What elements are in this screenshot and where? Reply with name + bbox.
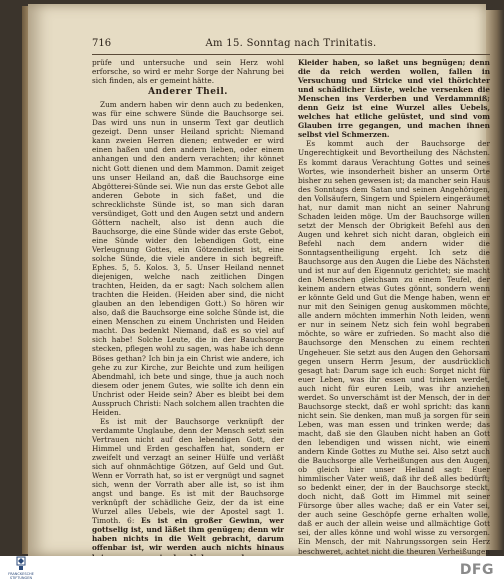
paragraph-text: Es kommt auch der Bauchsorge der Ungerechtigkeit und Bevortheilung des Nächsten. Es kommt daraus Verachtung Gottes und seines Wortes, wie insonderheit bisher an unserm Orte bisher zu sehen gewesen ist; da mancher sein Haus des Sonntags dem Satan und seinen Angehörigen, den Vollsäufern, Singern und Spielern eingeräumet hat, nur damit man nicht an seiner Nahrung Schaden leiden möge. Um der Bauchsorge willen setzt der Mensch der Obrigkeit Befehl aus den Augen und kehret sich nicht daran, obgleich ein Befehl nach dem andern wider die Sonntagsentheiligung ergeht. Ich setz die Bauchsorge aus den Augen die Liebe des Nächsten und ist nur auf den Eigennutz gerichtet; sie macht den Menschen gleichsam zu einem Teufel, der keinem andern etwas Gutes gönnt, sondern wenn er könnte Geld und Gut die Menge haben, wenn er nur mit den Seinigen genug auskommen möchte, alle andern möchten immerhin Noth leiden, wenn er nur in seinem Netz sich fein wohl begraben möchte, so wäre er zufrieden. So macht also die Bauchsorge den Menschen zu einem rechten Ungeheuer. Sie setzt aus den Augen den Gehorsam gegen unsern Herrn Jesum, der ausdrücklich gesagt hat: Darum sage ich euch: Sorget nicht für euer Leben, was ihr essen und trinken werdet, auch nicht für euren Leib, was ihr anziehen werdet. So unverschämt ist der Mensch, der in der Bauchsorge steckt, daß er wohl spricht: das kann nicht sein. Sie denken, man muß ja sorgen für sein Leben, was man essen und trinken werde; das macht, daß sie den Glauben nicht haben an Gott den lebendigen und wissen nicht, wie einem andern Kinde Gottes zu Muthe sei. Also setzt auch die Bauchsorge alle Verheißungen aus den Augen, ob gleich hier unser Heiland sagt: Euer himmlischer Vater weiß, daß ihr deß alles bedürft; so bedenkt einer, der in der Bauchsorge steckt, doch nicht, daß Gott im Himmel mit seiner Fürsorge über alles wache; daß er ein Vater sei, der auch seine Geschöpfe gerne erhalten wolle, daß er auch der allein weise und allmächtige Gott sei, der alles könne und wohl wisse zu versorgen. Ein Mensch, der mit Nahrungssorgen sein Herz beschweret, achtet nicht die theuren Verheißungen — [298, 139, 490, 556]
running-title: Am 15. Sonntag nach Trinitatis. — [205, 38, 377, 49]
paragraph-text: Zum andern haben wir denn auch zu bedenken, was für eine schwere Sünde die Bauchsorge sei. Das wird uns nun in unserm Text gar deutlich gezeigt. Denn unser Heiland spricht: Niemand kann zweien Herren dienen; entweder er wird einen haßen und den andern lieben, oder einem anhangen und den andern verachten; ihr könnet nicht Gott dienen und dem Mammon. Damit zeiget uns unser Heiland an, daß die Bauchsorge eine Abgötterei-Sünde sei. Wie nun das erste Gebot alle anderen Gebote in sich faßet, und die schrecklichste Sünde ist, so man sich daran versündiget, Gott und den Augen setzt und andern Göttern nachelt, also ist denn auch die Bauchsorge, die eine Sünde wider das erste Gebot, eine Sünde wider den lebendigen Gott, eine Verleugnung Gottes, ein Götzendienst ist, eine solche Sünde, die viele andere in sich begreift. Ephes. 5, 5. Kolos. 3, 5. Unser Heiland nennet diejenigen, welche nach zeitlichen Dingen trachten, Heiden, da er sagt: Nach solchem allen trachten die Heiden. (Heiden aber sind, die nicht glauben an den lebendigen Gott.) So hören wir also, daß die Bauchsorge eine solche Sünde ist, die einen Menschen zu einem Unchristen und Heiden macht. Das bedenkt Niemand, daß es so viel auf sich habe! Solche Leute, die in der Bauchsorge stecken, pflegen wohl zu sagen, was habe ich denn Böses gethan? Ich bin ja ein Christ wie andere, ich gehe zu zur Kirche, zur Beichte und zum heiligen Abendmahl, ich bete und singe, thue ja auch noch diesem oder jenem Gutes, wie sollte ich denn ein Unchrist oder Heide sein? Aber es bleibt bei dem Ausspruch Christi: Nach solchem allen trachten die Heiden. — [92, 100, 284, 417]
viewer-footer — [0, 556, 504, 584]
logo-label: FRANCKESCHE STIFTUNGEN — [8, 572, 34, 580]
dfg-logo: DFG — [459, 562, 494, 578]
paragraph-text: prüfe und untersuche und sein Herz wohl erforsche, so wird er mehr Sorge der Nahrung bei sich finden, als er gemeint hätte. — [92, 58, 284, 86]
page-number: 716 — [92, 38, 112, 49]
paragraph — [92, 100, 284, 417]
paragraph — [92, 417, 284, 562]
section-heading: Anderer Theil. — [148, 87, 228, 98]
paragraph — [298, 58, 490, 139]
bible-quote: Es ist ein großer Gewinn, wer gottselig ist, und läßet ihm genügen; denn wir haben nichts in die Welt gebracht, darum offenbar ist, wir werden auch nichts hinaus — [92, 516, 284, 553]
right-text-column — [298, 58, 490, 565]
paragraph-text: Es ist mit der Bauchsorge verknüpft der verdammte Unglaube, denn der Mensch setzt sein Vertrauen nicht auf den lebendigen Gott, der Himmel und Erden geschaffen hat, sondern er zweifelt und verzagt an seiner Hülfe und verläßt sich auf ohnmächtige Götzen, auf Geld und Gut. Wenn er Vorrath hat, so ist er vergnügt und sagnet sich, wenn der Vorrath aber alle ist, so ist ihm angst und bange. Es ist mit der Bauchsorge verknüpft der schädliche Geiz, der da ist eine Wurzel alles Uebels, wie der Apostel sagt 1. Timoth. 6: — [92, 416, 284, 526]
bible-quote: Kleider haben, so laßet uns begnügen; denn die da reich werden wollen, fallen in Versuchung und Stricke und viel thörichter und schädlicher Lüste, welche versenken die Menschen ins Verderben und Verdammniß; denn Geiz ist eine Wurzel alles Uebels, welches hat etliche gelüstet, und sind vom Glauben irre gegangen, und machen ihnen selbst viel Schmerzen. — [298, 58, 490, 140]
header-rule — [92, 54, 490, 55]
franckesche-stiftungen-logo — [4, 556, 38, 584]
logo-emblem-icon — [4, 556, 38, 572]
left-text-column — [92, 58, 284, 562]
paragraph — [298, 139, 490, 564]
running-header — [92, 38, 490, 52]
paragraph — [92, 58, 284, 85]
